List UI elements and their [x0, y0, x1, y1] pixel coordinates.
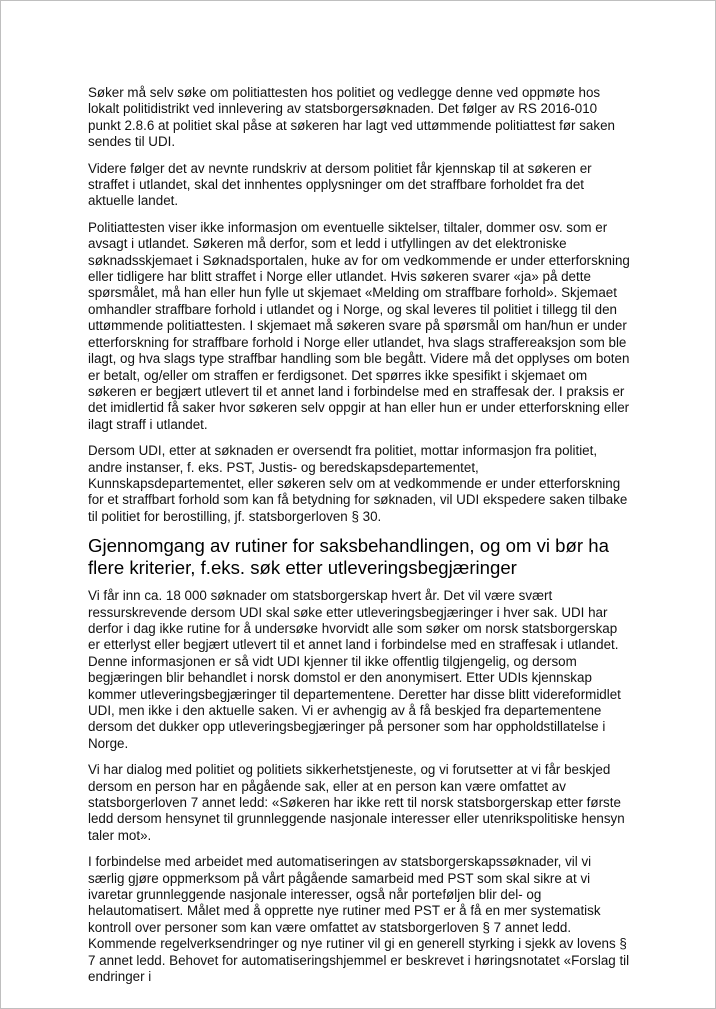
- paragraph-application-volume: Vi får inn ca. 18 000 søknader om statsborgerskap hvert år. Det vil være svært ressurskrevende dersom UDI skal søke etter utleveringsbegjæringer i hver sak. UDI har derfor i dag ikke rutine for å undersøke hvorvidt alle som søker om norsk statsborgerskap er etterlyst eller begjært utlevert til et annet land i forbindelse med en straffesak i utlandet. Denne informasjonen er så vidt UDI kjenner til ikke offentlig tilgjengelig, og dersom begjæringen blir behandlet i norsk domstol er den anonymisert. Etter UDIs kjennskap kommer utleveringsbegjæringer til departementene. Deretter har disse blitt videreformidlet UDI, men ikke i den aktuelle saken. Vi er avhengig av å få beskjed fra departementene dersom det dukker opp utleveringsbegjæringer på personer som har oppholdstillatelse i Norge.: [88, 588, 621, 751]
- paragraph-politiattest-application: Søker må selv søke om politiattesten hos politiet og vedlegge denne ved oppmøte hos lokalt politidistrikt ved innlevering av statsborgersøknaden. Det følger av RS 2016-010 punkt 2.8.6 at politiet skal påse at søkeren har lagt ved uttømmende politiattest før saken sendes til UDI.: [88, 85, 615, 150]
- paragraph-udi-information: Dersom UDI, etter at søknaden er oversendt fra politiet, mottar informasjon fra politiet, andre instanser, f. eks. PST, Justis- og beredskapsdepartementet, Kunnskapsdepartementet, eller søkeren selv om at vedkommende er under etterforskning for et straffbart forhold som kan få betydning for søknaden, vil UDI ekspedere saken tilbake til politiet for berostilling, jf. statsborgerloven § 30.: [88, 443, 628, 524]
- section-heading: Gjennomgang av rutiner for saksbehandlingen, og om vi bør ha flere kriterier, f.eks. søk etter utleveringsbegjæringer: [88, 535, 609, 579]
- paragraph-punishment-abroad: Videre følger det av nevnte rundskriv at dersom politiet får kjennskap til at søkeren er straffet i utlandet, skal det innhentes opplysninger om det straffbare forholdet fra det aktuelle landet.: [88, 160, 592, 209]
- paragraph-politiattest-content: Politiattesten viser ikke informasjon om eventuelle siktelser, tiltaler, dommer osv. som er avsagt i utlandet. Søkeren må derfor, som et ledd i utfyllingen av det elektroniske søknadsskjemaet i Søknadsportalen, huke av for om vedkommende er under etterforskning eller tidligere har blitt straffet i Norge eller utlandet. Hvis søkeren svarer «ja» på dette spørsmålet, må han eller hun fylle ut skjemaet «Melding om straffbare forhold». Skjemaet omhandler straffbare forhold i utlandet og i Norge, og skal leveres til politiet i tillegg til den uttømmende politiattesten. I skjemaet må søkeren svare på spørsmål om han/hun er under etterforskning for straffbare forhold i Norge eller utlandet, hva slags straffereaksjon som ble ilagt, og hva slags type straffbar handling som ble begått. Videre må det opplyses om boten er betalt, og/eller om straffen er ferdigsonet. Det spørres ikke spesifikt i skjemaet om søkeren er begjært utlevert til et annet land i forbindelse med en straffesak der. I praksis er det imidlertid få saker hvor søkeren selv oppgir at han eller hun er under etterforskning eller ilagt straff i utlandet.: [88, 219, 630, 432]
- document-body: [88, 85, 630, 996]
- paragraph-automation-pst: I forbindelse med arbeidet med automatiseringen av statsborgerskapssøknader, vil vi særlig gjøre oppmerksom på vårt pågående samarbeid med PST som skal sikre at vi ivaretar grunnleggende nasjonale interesser, også når porteføljen blir del- og helautomatisert. Målet med å opprette nye rutiner med PST er å få en mer systematisk kontroll over personer som kan være omfattet av statsborgerloven § 7 annet ledd. Kommende regelverksendringer og nye rutiner vil gi en generell styrking i sjekk av lovens § 7 annet ledd. Behovet for automatiseringshjemmel er beskrevet i høringsnotatet «Forslag til endringer i: [88, 854, 630, 985]
- paragraph-dialog-police: Vi har dialog med politiet og politiets sikkerhetstjeneste, og vi forutsetter at vi får beskjed dersom en person har en pågående sak, eller at en person kan være omfattet av statsborgerloven 7 annet ledd: «Søkeren har ikke rett til norsk statsborgerskap etter første ledd dersom hensynet til grunnleggende nasjonale interesser eller utenrikspolitiske hensyn taler mot».: [88, 762, 625, 843]
